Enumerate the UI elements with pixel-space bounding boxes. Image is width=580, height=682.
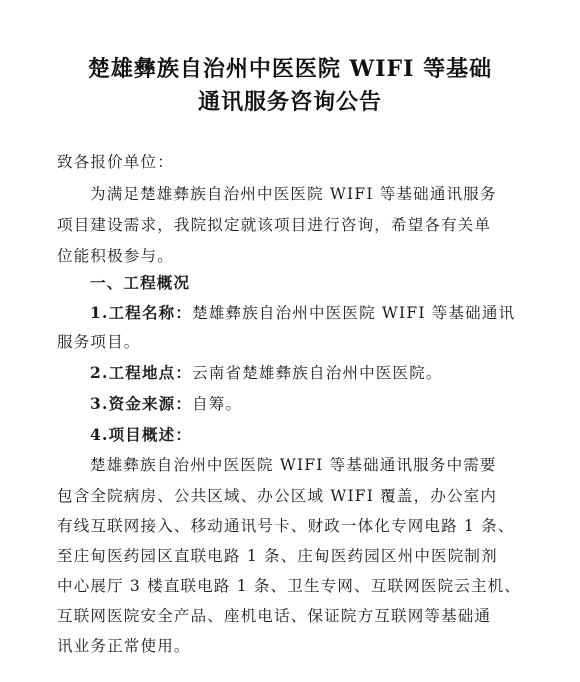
overview-line-2: 包含全院病房、公共区域、办公区域 WIFI 覆盖，办公室内 [57,487,498,505]
document-title-line-1: 楚雄彝族自治州中医医院 WIFI 等基础 [87,56,493,82]
intro-line-1: 为满足楚雄彝族自治州中医医院 WIFI 等基础通讯服务 [90,185,497,203]
overview-line-7: 讯业务正常使用。 [57,637,191,655]
overview-line-4: 至庄甸医药园区直联电路 1 条、庄甸医药园区州中医院制剂 [57,547,498,565]
document-title-line-2: 通讯服务咨询公告 [197,89,382,115]
item-project-name-value: 楚雄彝族自治州中医医院 WIFI 等基础通讯 [192,304,516,322]
item-project-location-value: 云南省楚雄彝族自治州中医医院。 [192,364,443,382]
item-funding-source-label: 3.资金来源： [90,394,193,413]
item-project-name-label: 1.工程名称： [90,303,193,322]
item-project-name [90,301,515,323]
item-funding-source-value: 自筹。 [192,395,243,413]
intro-line-2: 项目建设需求，我院拟定就该项目进行咨询，希望各有关单 [57,216,492,234]
section-heading-overview: 一、工程概况 [90,273,191,292]
overview-line-1: 楚雄彝族自治州中医医院 WIFI 等基础通讯服务中需要 [90,456,497,474]
overview-line-5: 中心展厅 3 楼直联电路 1 条、卫生专网、互联网医院云主机、 [57,577,522,595]
item-funding-source [90,392,242,414]
item-project-name-continued: 服务项目。 [57,333,141,351]
item-project-location [90,361,443,383]
item-project-location-label: 2.工程地点： [90,363,193,382]
overview-line-3: 有线互联网接入、移动通讯号卡、财政一体化专网电路 1 条、 [57,517,515,535]
item-project-summary-label: 4.项目概述： [90,425,193,444]
intro-line-3: 位能积极参与。 [57,247,174,265]
overview-line-6: 互联网医院安全产品、座机电话、保证院方互联网等基础通 [57,607,492,625]
salutation: 致各报价单位： [57,153,174,171]
